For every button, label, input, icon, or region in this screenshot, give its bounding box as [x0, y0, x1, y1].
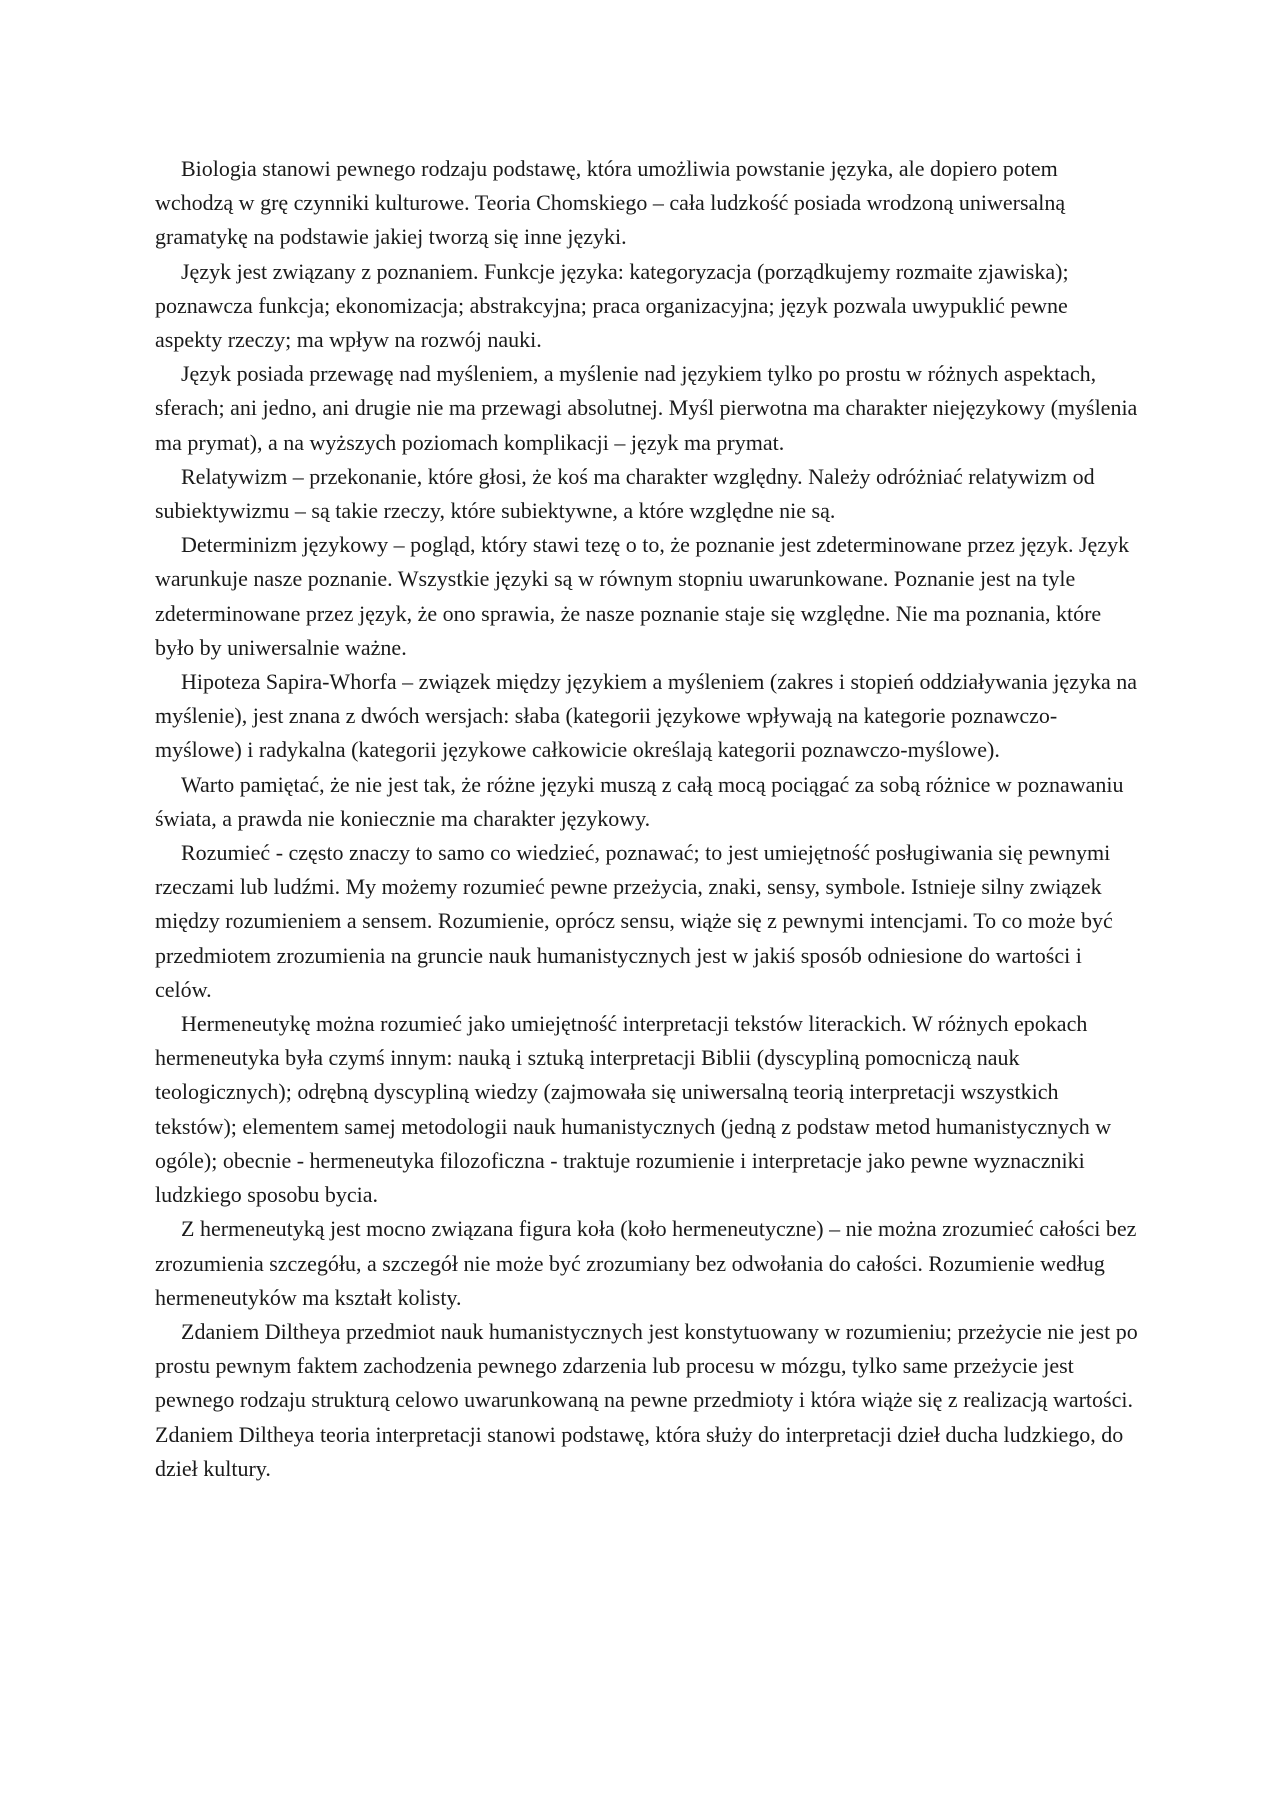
paragraph: Hermeneutykę można rozumieć jako umiejętność interpretacji tekstów literackich. W różnych epokach hermeneutyka była czymś innym: nauką i sztuką interpretacji Biblii (dyscypliną pomocniczą nauk teologicznych); odrębną dyscypliną wiedzy (zajmowała się uniwersalną teorią interpretacji wszystkich tekstów); elementem samej metodologii nauk humanistycznych (jedną z podstaw metod humanistycznych w ogóle); obecnie - hermeneutyka filozoficzna - traktuje rozumienie i interpretacje jako pewne wyznaczniki ludzkiego sposobu bycia.	[155, 1011, 1112, 1208]
paragraph: Język posiada przewagę nad myśleniem, a myślenie nad językiem tylko po prostu w różnych aspektach, sferach; ani jedno, ani drugie nie ma przewagi absolutnej. Myśl pierwotna ma charakter niejęzykowy (myślenia ma prymat), a na wyższych poziomach komplikacji – język ma prymat.	[155, 361, 1138, 455]
paragraph: Relatywizm – przekonanie, które głosi, że koś ma charakter względny. Należy odróżniać relatywizm od subiektywizmu – są takie rzeczy, które subiektywne, a które względne nie są.	[155, 463, 1095, 524]
paragraph: Zdaniem Diltheya przedmiot nauk humanistycznych jest konstytuowany w rozumieniu; przeżycie nie jest po prostu pewnym faktem zachodzenia pewnego zdarzenia lub procesu w mózgu, tylko same przeżycie jest pewnego rodzaju strukturą celowo uwarunkowaną na pewne przedmioty i która wiąże się z realizacją wartości. Zdaniem Diltheya teoria interpretacji stanowi podstawę, która służy do interpretacji dzieł ducha ludzkiego, do dzieł kultury.	[155, 1318, 1138, 1481]
paragraph: Hipoteza Sapira-Whorfa – związek między językiem a myśleniem (zakres i stopień oddziaływania języka na myślenie), jest znana z dwóch wersjach: słaba (kategorii językowe wpływają na kategorie poznawczo-myślowe) i radykalna (kategorii językowe całkowicie określają kategorii poznawczo-myślowe).	[155, 669, 1137, 763]
paragraph: Z hermeneutyką jest mocno związana figura koła (koło hermeneutyczne) – nie można zrozumieć całości bez zrozumienia szczegółu, a szczegół nie może być zrozumiany bez odwołania do całości. Rozumienie według hermeneutyków ma kształt kolisty.	[155, 1216, 1137, 1310]
paragraph: Warto pamiętać, że nie jest tak, że różne języki muszą z całą mocą pociągać za sobą różnice w poznawaniu świata, a prawda nie koniecznie ma charakter językowy.	[155, 771, 1124, 831]
paragraph: Biologia stanowi pewnego rodzaju podstawę, która umożliwia powstanie języka, ale dopiero potem wchodzą w grę czynniki kulturowe. Teoria Chomskiego – cała ludzkość posiada wrodzoną uniwersalną gramatykę na podstawie jakiej tworzą się inne języki.	[155, 156, 1066, 250]
document-body	[155, 152, 1140, 1486]
paragraph: Determinizm językowy – pogląd, który stawi tezę o to, że poznanie jest zdeterminowane przez język. Język warunkuje nasze poznanie. Wszystkie języki są w równym stopniu uwarunkowane. Poznanie jest na tyle zdeterminowane przez język, że ono sprawia, że nasze poznanie staje się względne. Nie ma poznania, które było by uniwersalnie ważne.	[155, 532, 1130, 660]
paragraph: Język jest związany z poznaniem. Funkcje języka: kategoryzacja (porządkujemy rozmaite zjawiska); poznawcza funkcja; ekonomizacja; abstrakcyjna; praca organizacyjna; język pozwala uwypuklić pewne aspekty rzeczy; ma wpływ na rozwój nauki.	[155, 258, 1069, 353]
paragraph: Rozumieć - często znaczy to samo co wiedzieć, poznawać; to jest umiejętność posługiwania się pewnymi rzeczami lub ludźmi. My możemy rozumieć pewne przeżycia, znaki, sensy, symbole. Istnieje silny związek między rozumieniem a sensem. Rozumienie, oprócz sensu, wiąże się z pewnymi intencjami. To co może być przedmiotem zrozumienia na gruncie nauk humanistycznych jest w jakiś sposób odniesione do wartości i celów.	[155, 840, 1113, 1002]
